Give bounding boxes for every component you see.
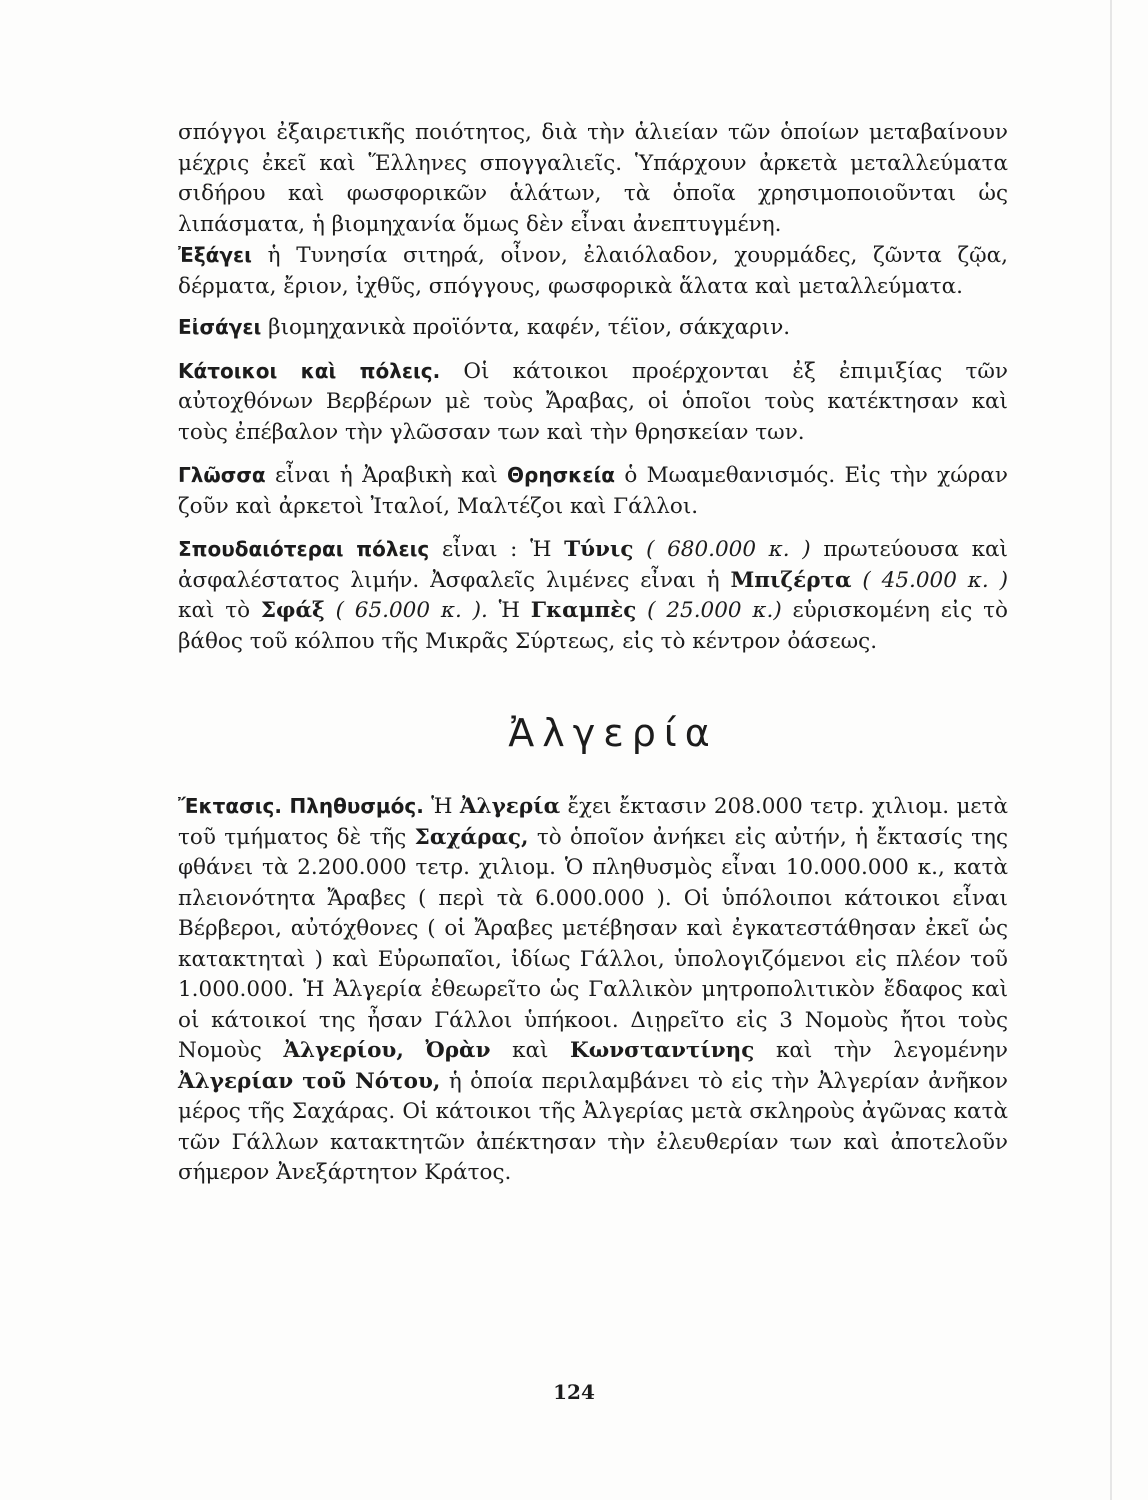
cities-text-5: εὑρισκομένη εἰς τὸ βάθος τοῦ κόλπου τῆς Μικρᾶς Σύρτεως, εἰς τὸ κέντρον ὀάσεως.	[178, 598, 1008, 654]
algeria-text-6: ἡ ὁποία περιλαμβάνει τὸ εἰς τὴν Ἀλγερίαν ἀνῆκον μέρος τῆς Σαχάρας. Οἱ κάτοικοι τῆς Ἀλγερίας μετὰ σκληροὺς ἀγῶνας κατὰ τῶν Γάλλων κατακτητῶν ἀπέκτησαν τὴν ἐλευθερίαν των καὶ ἀποτελοῦν σήμερον Ἀνεξάρτητον Κράτος.	[178, 1068, 1008, 1185]
exports-label: Ἐξάγει	[178, 243, 252, 267]
inhabitants-paragraph	[178, 356, 1008, 449]
cities-label: Σπουδαιότεραι πόλεις	[178, 537, 430, 561]
exports-text: ἡ Τυνησία σιτηρά, οἶνον, ἐλαιόλαδον, χουρμάδες, ζῶντα ζῷα, δέρματα, ἔριον, ἰχθῦς, σπόγγους, φωσφορικὰ ἅλατα καὶ μεταλλεύματα.	[178, 243, 1008, 299]
imports-text: βιομηχανικὰ προϊόντα, καφέν, τέϊον, σάκχαριν.	[268, 315, 791, 340]
cities-text-4: Ἡ	[498, 598, 520, 623]
cities-text-3: καὶ τὸ	[178, 598, 251, 623]
page-edge	[1110, 0, 1112, 1500]
algeria-text-3: τὸ ὁποῖον ἀνήκει εἰς αὐτήν, ἡ ἔκτασίς της φθάνει τὰ 2.200.000 τετρ. χιλιομ. Ὁ πληθυσμὸς εἶναι 10.000.000 κ., κατὰ πλειονότητα Ἄραβες ( περὶ τὰ 6.000.000 ). Οἱ ὑπόλοιποι κάτοικοι εἶναι Βέρβεροι, αὐτόχθονες ( οἱ Ἄραβες μετέβησαν καὶ ἐγκατεστάθησαν ἐκεῖ ὡς κατακτηταὶ ) καὶ Εὐρωπαῖοι, ἰδίως Γάλλοι, ὑπολογιζόμενοι εἰς πλέον τοῦ 1.000.000. Ἡ Ἀλγερία ἐθεωρεῖτο ὡς Γαλλικὸν μητροπολιτικὸν ἔδαφος καὶ οἱ κάτοικοί της ἦσαν Γάλλοι ὑπήκοοι. Διῃρεῖτο εἰς 3 Νομοὺς ἤτοι τοὺς Νομοὺς	[178, 824, 1008, 1063]
algeria-name: Ἀλγερία	[459, 794, 561, 819]
cities-paragraph	[178, 534, 1008, 657]
religion-label: Θρησκεία	[507, 463, 616, 487]
city-sfax: Σφάξ	[260, 598, 325, 623]
section-heading: Ἀλγερία	[508, 711, 718, 755]
language-paragraph	[178, 460, 1008, 522]
city-bizerte: Μπιζέρτα	[730, 567, 852, 593]
page-number: 124	[553, 1380, 595, 1404]
city-gabes: Γκαμπὲς	[530, 598, 637, 623]
oran-name: Ὀρὰν	[425, 1038, 491, 1063]
cities-text-2: πρωτεύουσα καὶ ἀσφαλέστατος λιμήν. Ἀσφαλεῖς λιμένες εἶναι ἡ	[178, 537, 1008, 593]
algeria-paragraph	[178, 791, 1008, 1189]
city-tunis: Τύνις	[564, 537, 634, 562]
sfax-population: ( 65.000 κ. ).	[335, 598, 488, 623]
southern-algeria-name: Ἀλγερίαν τοῦ Νότου,	[178, 1068, 441, 1094]
intro-paragraph	[178, 118, 1008, 240]
language-text-2: ὁ Μωαμεθανισμός. Εἰς τὴν χώραν ζοῦν καὶ ἀρκετοὶ Ἰταλοί, Μαλτέζοι καὶ Γάλλοι.	[178, 463, 1008, 519]
bizerte-population: ( 45.000 κ. )	[862, 567, 1008, 593]
sahara-name: Σαχάρας,	[414, 824, 529, 850]
inhabitants-text: Οἱ κάτοικοι προέρχονται ἐξ ἐπιμιξίας τῶν αὐτοχθόνων Βερβέρων μὲ τοὺς Ἄραβας, οἱ ὁποῖοι τοὺς κατέκτησαν καὶ τοὺς ἐπέβαλον τὴν γλῶσσαν των καὶ τὴν θρησκείαν των.	[178, 358, 1008, 445]
cities-text-1: εἶναι : Ἡ	[441, 537, 552, 562]
page-text	[178, 118, 1008, 1189]
algeria-text-2: ἔχει ἔκτασιν 208.000 τετρ. χιλιομ. μετὰ τοῦ τμήματος δὲ τῆς	[178, 794, 1008, 850]
tunis-population: ( 680.000 κ. )	[646, 537, 811, 562]
gabes-population: ( 25.000 κ.)	[647, 598, 782, 623]
algeria-text-4: καὶ	[512, 1038, 549, 1063]
language-label: Γλῶσσα	[178, 463, 266, 487]
language-text-1: εἶναι ἡ Ἀραβικὴ καὶ	[275, 463, 498, 488]
algeria-text-1: Ἡ	[431, 794, 453, 819]
imports-paragraph	[178, 312, 1008, 344]
intro-text: σπόγγοι ἐξαιρετικῆς ποιότητος, διὰ τὴν ἁλιείαν τῶν ὁποίων μεταβαίνουν μέχρις ἐκεῖ καὶ Ἕλληνες σπογγαλιεῖς. Ὑπάρχουν ἀρκετὰ μεταλλεύματα σιδήρου καὶ φωσφορικῶν ἁλάτων, τὰ ὁποῖα χρησιμοποιοῦνται ὡς λιπάσματα, ἡ βιομηχανία ὅμως δὲν εἶναι ἀνεπτυγμένη.	[178, 120, 1008, 237]
area-population-label: Ἔκτασις. Πληθυσμός.	[178, 794, 424, 818]
constantine-name: Κωνσταντίνης	[570, 1038, 755, 1063]
algiers-name: Ἀλγερίου,	[283, 1038, 404, 1063]
imports-label: Εἰσάγει	[178, 315, 262, 339]
inhabitants-label: Κάτοικοι καὶ πόλεις.	[178, 358, 441, 383]
algeria-text-5: καὶ τὴν λεγομένην	[775, 1038, 1008, 1063]
exports-paragraph	[178, 240, 1008, 302]
